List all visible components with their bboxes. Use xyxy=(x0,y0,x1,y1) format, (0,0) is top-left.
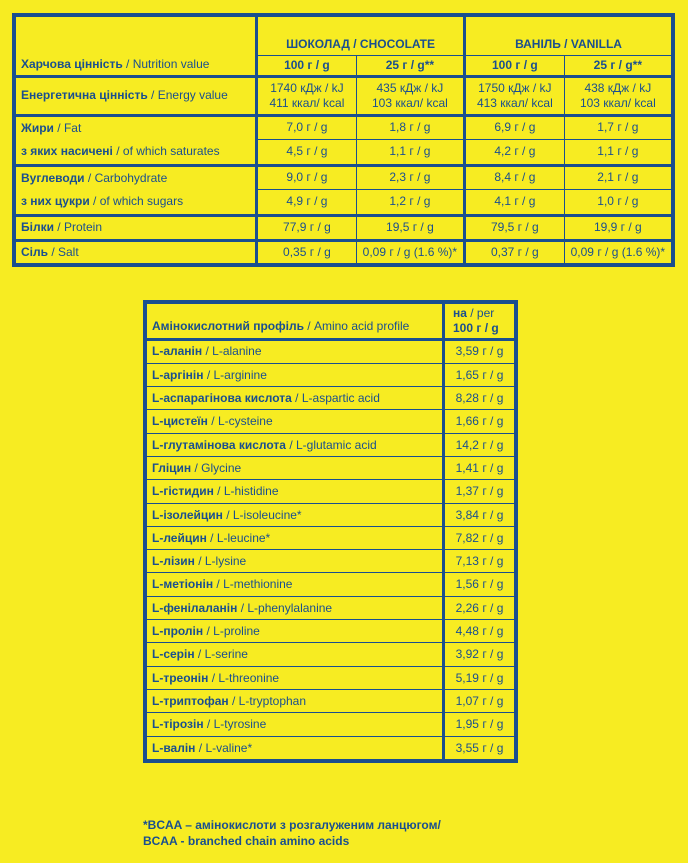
energy-choc-25-kj: 435 кДж / kJ xyxy=(376,81,444,96)
amino-row-label xyxy=(145,456,444,479)
nutrition-value: 0,35 г / g xyxy=(257,240,357,265)
amino-row-label-en: / L-tryptophan xyxy=(228,693,307,708)
energy-row xyxy=(14,76,673,115)
nutrition-header-en: / Nutrition value xyxy=(122,57,210,72)
amino-row-label-en: / L-proline xyxy=(203,624,260,639)
nutrition-header-row xyxy=(14,15,673,55)
nutrition-value: 1,1 г / g xyxy=(564,139,673,165)
amino-row-value: 4,48 г / g xyxy=(444,620,517,643)
nutrition-value: 8,4 г / g xyxy=(465,165,565,189)
nutrition-value: 19,5 г / g xyxy=(356,215,464,240)
energy-van-25-kcal: 103 ккал/ kcal xyxy=(579,95,656,110)
nutrition-row-label-ua: з яких насичені xyxy=(21,144,113,159)
nutrition-row-label-ua: Сіль xyxy=(21,245,48,260)
nutrition-value: 79,5 г / g xyxy=(465,215,565,240)
amino-row xyxy=(145,689,516,712)
amino-row-label-ua: L-аргінін xyxy=(152,367,204,382)
amino-row-value: 2,26 г / g xyxy=(444,596,517,619)
energy-choc-100-kcal: 411 ккал/ kcal xyxy=(269,95,345,110)
vanilla-header: ВАНІЛЬ / VANILLA xyxy=(465,15,673,55)
amino-row xyxy=(145,480,516,503)
amino-row xyxy=(145,387,516,410)
amino-header-per-amount: 100 г / g xyxy=(453,320,499,335)
amino-table xyxy=(143,300,518,763)
energy-van-100-kj: 1750 кДж / kJ xyxy=(478,81,552,96)
chocolate-header: ШОКОЛАД / CHOCOLATE xyxy=(257,15,465,55)
van-25-header: 25 г / g** xyxy=(564,55,673,76)
amino-row xyxy=(145,550,516,573)
amino-row-label-en: / L-leucine* xyxy=(206,530,271,545)
choc-25-header: 25 г / g** xyxy=(356,55,464,76)
amino-row-label xyxy=(145,550,444,573)
van-100-header: 100 г / g xyxy=(465,55,565,76)
energy-choc-100-kj: 1740 кДж / kJ xyxy=(270,81,344,96)
nutrition-value: 1,0 г / g xyxy=(564,189,673,215)
nutrition-body xyxy=(14,115,673,265)
amino-row-label xyxy=(145,503,444,526)
nutrition-row xyxy=(14,139,673,165)
amino-row-value: 8,28 г / g xyxy=(444,387,517,410)
amino-row xyxy=(145,339,516,363)
nutrition-row-label-ua: з них цукри xyxy=(21,194,90,209)
amino-row-label xyxy=(145,480,444,503)
amino-row-label-en: / L-threonine xyxy=(208,670,280,685)
amino-row-label-en: / L-lysine xyxy=(194,554,247,569)
amino-row-value: 7,13 г / g xyxy=(444,550,517,573)
amino-row xyxy=(145,363,516,386)
nutrition-row xyxy=(14,240,673,265)
amino-row-label-ua: L-гістидин xyxy=(152,484,214,499)
nutrition-row-label xyxy=(14,139,257,165)
nutrition-row xyxy=(14,115,673,139)
amino-row-value: 3,55 г / g xyxy=(444,736,517,761)
amino-row xyxy=(145,433,516,456)
nutrition-row xyxy=(14,165,673,189)
amino-row-label xyxy=(145,620,444,643)
amino-row-label-en: / L-valine* xyxy=(195,740,253,755)
amino-row-label xyxy=(145,666,444,689)
amino-row xyxy=(145,573,516,596)
nutrition-value: 7,0 г / g xyxy=(257,115,357,139)
nutrition-value: 0,09 г / g (1.6 %)* xyxy=(356,240,464,265)
amino-row-label-en: / L-phenylalanine xyxy=(237,600,333,615)
footnote-line-2: BCAA - branched chain amino acids xyxy=(143,833,350,848)
amino-row-label-ua: L-треонін xyxy=(152,670,209,685)
amino-row-label-ua: L-фенілаланін xyxy=(152,600,238,615)
nutrition-value: 4,2 г / g xyxy=(465,139,565,165)
amino-row xyxy=(145,410,516,433)
amino-row-value: 3,59 г / g xyxy=(444,339,517,363)
amino-row-value: 1,95 г / g xyxy=(444,713,517,736)
amino-row xyxy=(145,666,516,689)
amino-row-label xyxy=(145,643,444,666)
amino-row-label xyxy=(145,363,444,386)
nutrition-value: 4,5 г / g xyxy=(257,139,357,165)
amino-row xyxy=(145,736,516,761)
nutrition-row-label xyxy=(14,115,257,139)
amino-row-label-en: / L-histidine xyxy=(213,484,279,499)
nutrition-row xyxy=(14,189,673,215)
nutrition-header-label xyxy=(14,15,257,76)
amino-row-label xyxy=(145,387,444,410)
nutrition-value: 9,0 г / g xyxy=(257,165,357,189)
amino-row-label-ua: Гліцин xyxy=(152,460,192,475)
nutrition-row-label-ua: Вуглеводи xyxy=(21,170,85,185)
energy-choc-25-kcal: 103 ккал/ kcal xyxy=(371,95,448,110)
amino-header-row xyxy=(145,302,516,339)
amino-row-label xyxy=(145,526,444,549)
nutrition-row-label-en: / Protein xyxy=(53,220,102,235)
amino-row-label-ua: L-триптофан xyxy=(152,693,229,708)
amino-row-value: 1,07 г / g xyxy=(444,689,517,712)
amino-row-value: 1,37 г / g xyxy=(444,480,517,503)
amino-row-label xyxy=(145,689,444,712)
nutrition-value: 1,2 г / g xyxy=(356,189,464,215)
amino-row xyxy=(145,526,516,549)
energy-label-en: / Energy value xyxy=(147,88,228,103)
amino-row-label-en: / L-arginine xyxy=(203,367,267,382)
amino-header-ua: Амінокислотний профіль xyxy=(152,319,304,334)
amino-row-label-ua: L-цистеїн xyxy=(152,414,208,429)
amino-row-value: 3,84 г / g xyxy=(444,503,517,526)
nutrition-row-label-en: / of which sugars xyxy=(89,194,184,209)
amino-row-label-ua: L-метіонін xyxy=(152,577,214,592)
amino-row-label-ua: L-серін xyxy=(152,647,195,662)
amino-row-value: 7,82 г / g xyxy=(444,526,517,549)
amino-row-value: 1,41 г / g xyxy=(444,456,517,479)
amino-row xyxy=(145,456,516,479)
nutrition-value: 1,8 г / g xyxy=(356,115,464,139)
energy-label-ua: Енергетична цінність xyxy=(21,88,148,103)
amino-row-value: 5,19 г / g xyxy=(444,666,517,689)
amino-row-label xyxy=(145,573,444,596)
amino-row-value: 14,2 г / g xyxy=(444,433,517,456)
amino-header-per-en: / per xyxy=(466,306,495,321)
nutrition-value: 2,3 г / g xyxy=(356,165,464,189)
amino-row-label-en: / Glycine xyxy=(191,460,242,475)
amino-row-label-ua: L-аланін xyxy=(152,344,203,359)
amino-row-label-ua: L-пролін xyxy=(152,624,204,639)
choc-100-header: 100 г / g xyxy=(257,55,357,76)
amino-row xyxy=(145,503,516,526)
nutrition-value: 6,9 г / g xyxy=(465,115,565,139)
amino-row-label-en: / L-methionine xyxy=(213,577,293,592)
amino-row-value: 1,65 г / g xyxy=(444,363,517,386)
amino-row-label-en: / L-glutamic acid xyxy=(285,437,377,452)
nutrition-row-label-en: / Salt xyxy=(48,245,79,260)
nutrition-row-label-ua: Жири xyxy=(21,120,54,135)
amino-row-label xyxy=(145,596,444,619)
energy-choc-100 xyxy=(257,76,357,115)
nutrition-value: 19,9 г / g xyxy=(564,215,673,240)
nutrition-row-label-en: / Carbohydrate xyxy=(84,170,168,185)
amino-row-label-ua: L-валін xyxy=(152,740,196,755)
nutrition-row-label xyxy=(14,240,257,265)
amino-header-per xyxy=(444,302,517,339)
amino-header-en: / Amino acid profile xyxy=(303,319,410,334)
energy-van-100 xyxy=(465,76,565,115)
amino-row xyxy=(145,620,516,643)
nutrition-row xyxy=(14,215,673,240)
energy-label xyxy=(14,76,257,115)
amino-row-value: 1,66 г / g xyxy=(444,410,517,433)
amino-row-label-en: / L-cysteine xyxy=(207,414,273,429)
amino-row-value: 1,56 г / g xyxy=(444,573,517,596)
amino-row-label xyxy=(145,736,444,761)
amino-row-label-ua: L-лейцин xyxy=(152,530,207,545)
amino-row-label-en: / L-aspartic acid xyxy=(291,391,380,406)
amino-row-label-en: / L-tyrosine xyxy=(203,717,267,732)
footnote xyxy=(143,818,441,849)
amino-row-label-ua: L-глутамінова кислота xyxy=(152,437,286,452)
energy-van-100-kcal: 413 ккал/ kcal xyxy=(476,95,553,110)
nutrition-table xyxy=(12,13,675,267)
footnote-line-1: *BCAA – амінокислоти з розгалуженим ланцюгом/ xyxy=(143,818,441,832)
amino-header-per-ua: на xyxy=(453,306,467,321)
amino-row xyxy=(145,713,516,736)
nutrition-row-label-en: / Fat xyxy=(53,120,82,135)
nutrition-value: 0,37 г / g xyxy=(465,240,565,265)
amino-row-label-ua: L-лізин xyxy=(152,554,195,569)
amino-row xyxy=(145,643,516,666)
amino-body xyxy=(145,339,516,761)
nutrition-value: 77,9 г / g xyxy=(257,215,357,240)
energy-choc-25 xyxy=(356,76,464,115)
amino-row-label xyxy=(145,433,444,456)
amino-row-value: 3,92 г / g xyxy=(444,643,517,666)
energy-van-25 xyxy=(564,76,673,115)
nutrition-value: 0,09 г / g (1.6 %)* xyxy=(564,240,673,265)
energy-van-25-kj: 438 кДж / kJ xyxy=(584,81,652,96)
nutrition-row-label xyxy=(14,165,257,189)
amino-row-label-en: / L-isoleucine* xyxy=(222,507,302,522)
nutrition-header-ua: Харчова цінність xyxy=(21,57,123,72)
nutrition-row-label xyxy=(14,215,257,240)
nutrition-row-label-en: / of which saturates xyxy=(112,144,220,159)
amino-row-label xyxy=(145,713,444,736)
amino-row-label xyxy=(145,410,444,433)
nutrition-row-label xyxy=(14,189,257,215)
amino-row-label-ua: L-аспарагінова кислота xyxy=(152,391,292,406)
amino-row-label-en: / L-alanine xyxy=(202,344,262,359)
nutrition-value: 2,1 г / g xyxy=(564,165,673,189)
amino-header-label xyxy=(145,302,444,339)
nutrition-value: 1,1 г / g xyxy=(356,139,464,165)
amino-row-label-en: / L-serine xyxy=(194,647,248,662)
nutrition-value: 4,9 г / g xyxy=(257,189,357,215)
nutrition-value: 1,7 г / g xyxy=(564,115,673,139)
nutrition-row-label-ua: Білки xyxy=(21,220,54,235)
amino-row-label-ua: L-тірозін xyxy=(152,717,204,732)
nutrition-value: 4,1 г / g xyxy=(465,189,565,215)
amino-row-label-ua: L-ізолейцин xyxy=(152,507,223,522)
amino-row xyxy=(145,596,516,619)
amino-row-label xyxy=(145,339,444,363)
